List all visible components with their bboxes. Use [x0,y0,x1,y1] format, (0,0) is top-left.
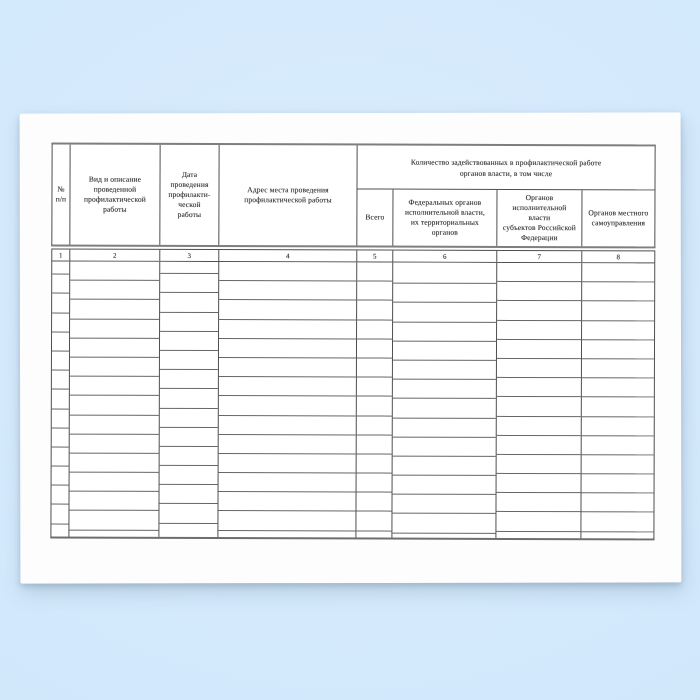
table-cell [393,476,496,496]
column-number-8: 8 [616,252,621,261]
table-cell [496,512,580,531]
table-cell [393,399,496,419]
table-cell [160,389,218,408]
column-cells-4 [218,262,357,537]
column-cells-6 [392,263,497,538]
table-cell [52,262,69,275]
table-cell [219,300,356,320]
column-number-7: 7 [497,251,582,262]
table-cell [393,361,496,381]
group-header-title: Количество задействованных в профилактической работе органов власти, в том числе [357,145,654,190]
table-cell [357,262,392,281]
table-cell [160,370,218,389]
column-cells-8 [581,263,654,538]
table-cell [160,408,218,427]
table-cell [52,447,69,466]
table-cell [219,358,356,378]
column-header-4: Адрес места проведения профилактической работы [219,145,357,245]
table-cell [52,371,69,390]
table-cell [356,493,391,512]
table-cell [160,312,218,331]
table-cell [497,378,581,397]
table-cell [393,437,496,457]
table-cell [219,435,356,455]
column-header-5: Всего [357,189,393,245]
header-group [357,145,654,246]
table-header [51,143,655,249]
table-cell [52,294,69,313]
table-cell [392,514,495,534]
table-cell [497,282,581,301]
column-header-6: Федеральных органов исполнительной власти, их территориальных органов [393,190,497,246]
table-cell [497,359,581,378]
table-cell [70,473,159,492]
table-cell [219,320,356,340]
column-number-3: 3 [160,250,219,261]
table-cell [70,262,159,281]
table-cell [357,378,392,397]
table-cell [160,262,218,274]
table-cell [357,320,392,339]
document-page [20,112,682,583]
table-cell [51,505,68,524]
table-cell [69,511,158,530]
table-cell [219,473,356,493]
table-cell [219,377,356,397]
header-left-columns [52,145,357,246]
table-cell [52,313,69,332]
table-cell [393,380,496,400]
table-cell [159,504,217,523]
table-cell [393,322,496,342]
column-header-8: Органов местного самоуправления [588,208,649,228]
table-cell [160,293,218,312]
table-cell [219,339,356,359]
table-cell [581,513,653,532]
table-cell [69,492,158,511]
table-cell [52,486,69,505]
table-cell [357,435,392,454]
table-cell [393,418,496,438]
header-group-subcolumns [357,189,654,246]
column-number-2: 2 [70,250,160,261]
column-header-2: Вид и описание проведенной профилактической работы [70,145,160,245]
table-cell [357,416,392,435]
table-cell [357,282,392,301]
table-cell [581,532,653,539]
table-cell [52,409,69,428]
table-cell [160,466,218,485]
table-cell [52,390,69,409]
table-cell [52,275,69,294]
table-cell [160,485,218,504]
table-cell [393,263,496,285]
table-cell [582,321,654,340]
table-cell [70,300,159,319]
table-cell [70,338,159,357]
table-cell [356,512,391,531]
table-cell [52,428,69,447]
table-cell [392,495,495,515]
table-cell [51,524,68,536]
table-cell [356,531,391,537]
table-cell [357,474,392,493]
column-number-5: 5 [357,250,393,261]
table-cell [497,455,581,474]
table-cell [496,532,580,539]
table-cell [497,301,581,320]
table-cell [357,397,392,416]
table-cell [160,351,218,370]
empty-data-grid [50,262,655,541]
table-cell [582,359,654,378]
table-cell [52,467,69,486]
column-cells-7 [496,263,582,538]
table-cell [497,416,581,435]
table-cell [70,358,159,377]
table-cell [70,319,159,338]
table-cell [160,428,218,447]
table-cell [218,531,355,538]
column-header-7: Органов исполнительной власти субъектов Российской Федерации [497,190,582,246]
table-cell [497,474,581,493]
table-cell [392,533,495,538]
column-header-1: № п/п [52,145,70,245]
table-cell [582,398,654,417]
table-cell [582,455,654,474]
column-cells-2 [69,262,160,537]
table-cell [218,492,355,512]
table-cell [70,434,159,453]
table-cell [70,396,159,415]
table-cell [581,493,653,512]
table-cell [582,340,654,359]
table-cell [219,396,356,416]
table-cell [393,284,496,304]
table-cell [393,303,496,323]
table-cell [70,453,159,472]
table-cell [497,320,581,339]
table-cell [160,447,218,466]
table-cell [497,397,581,416]
table-cell [582,378,654,397]
column-number-4: 4 [219,250,357,261]
table-cell [582,436,654,455]
table-cell [496,493,580,512]
prevention-work-log-table [50,143,655,541]
table-cell [70,415,159,434]
table-cell [582,417,654,436]
column-cells-3 [159,262,219,537]
table-cell [497,436,581,455]
table-cell [393,456,496,476]
column-number-1: 1 [52,250,70,261]
table-cell [219,416,356,436]
table-cell [160,274,218,293]
table-cell [582,263,654,282]
table-cell [497,263,581,282]
table-cell [393,341,496,361]
table-cell [70,281,159,300]
table-cell [582,474,654,493]
table-cell [69,530,158,537]
column-cells-5 [356,262,393,537]
column-cells-1 [51,262,70,537]
table-cell [52,332,69,351]
table-cell [357,454,392,473]
table-cell [218,511,355,531]
table-cell [159,523,217,537]
table-cell [582,282,654,301]
column-header-3: Дата проведения профилакти- ческой работы [160,145,219,245]
table-cell [219,262,356,282]
table-cell [497,340,581,359]
column-number-6: 6 [393,251,497,262]
table-cell [160,332,218,351]
table-cell [582,302,654,321]
table-cell [357,339,392,358]
table-cell [219,281,356,301]
table-cell [70,377,159,396]
table-cell [52,351,69,370]
table-cell [357,358,392,377]
table-cell [357,301,392,320]
table-cell [219,454,356,474]
